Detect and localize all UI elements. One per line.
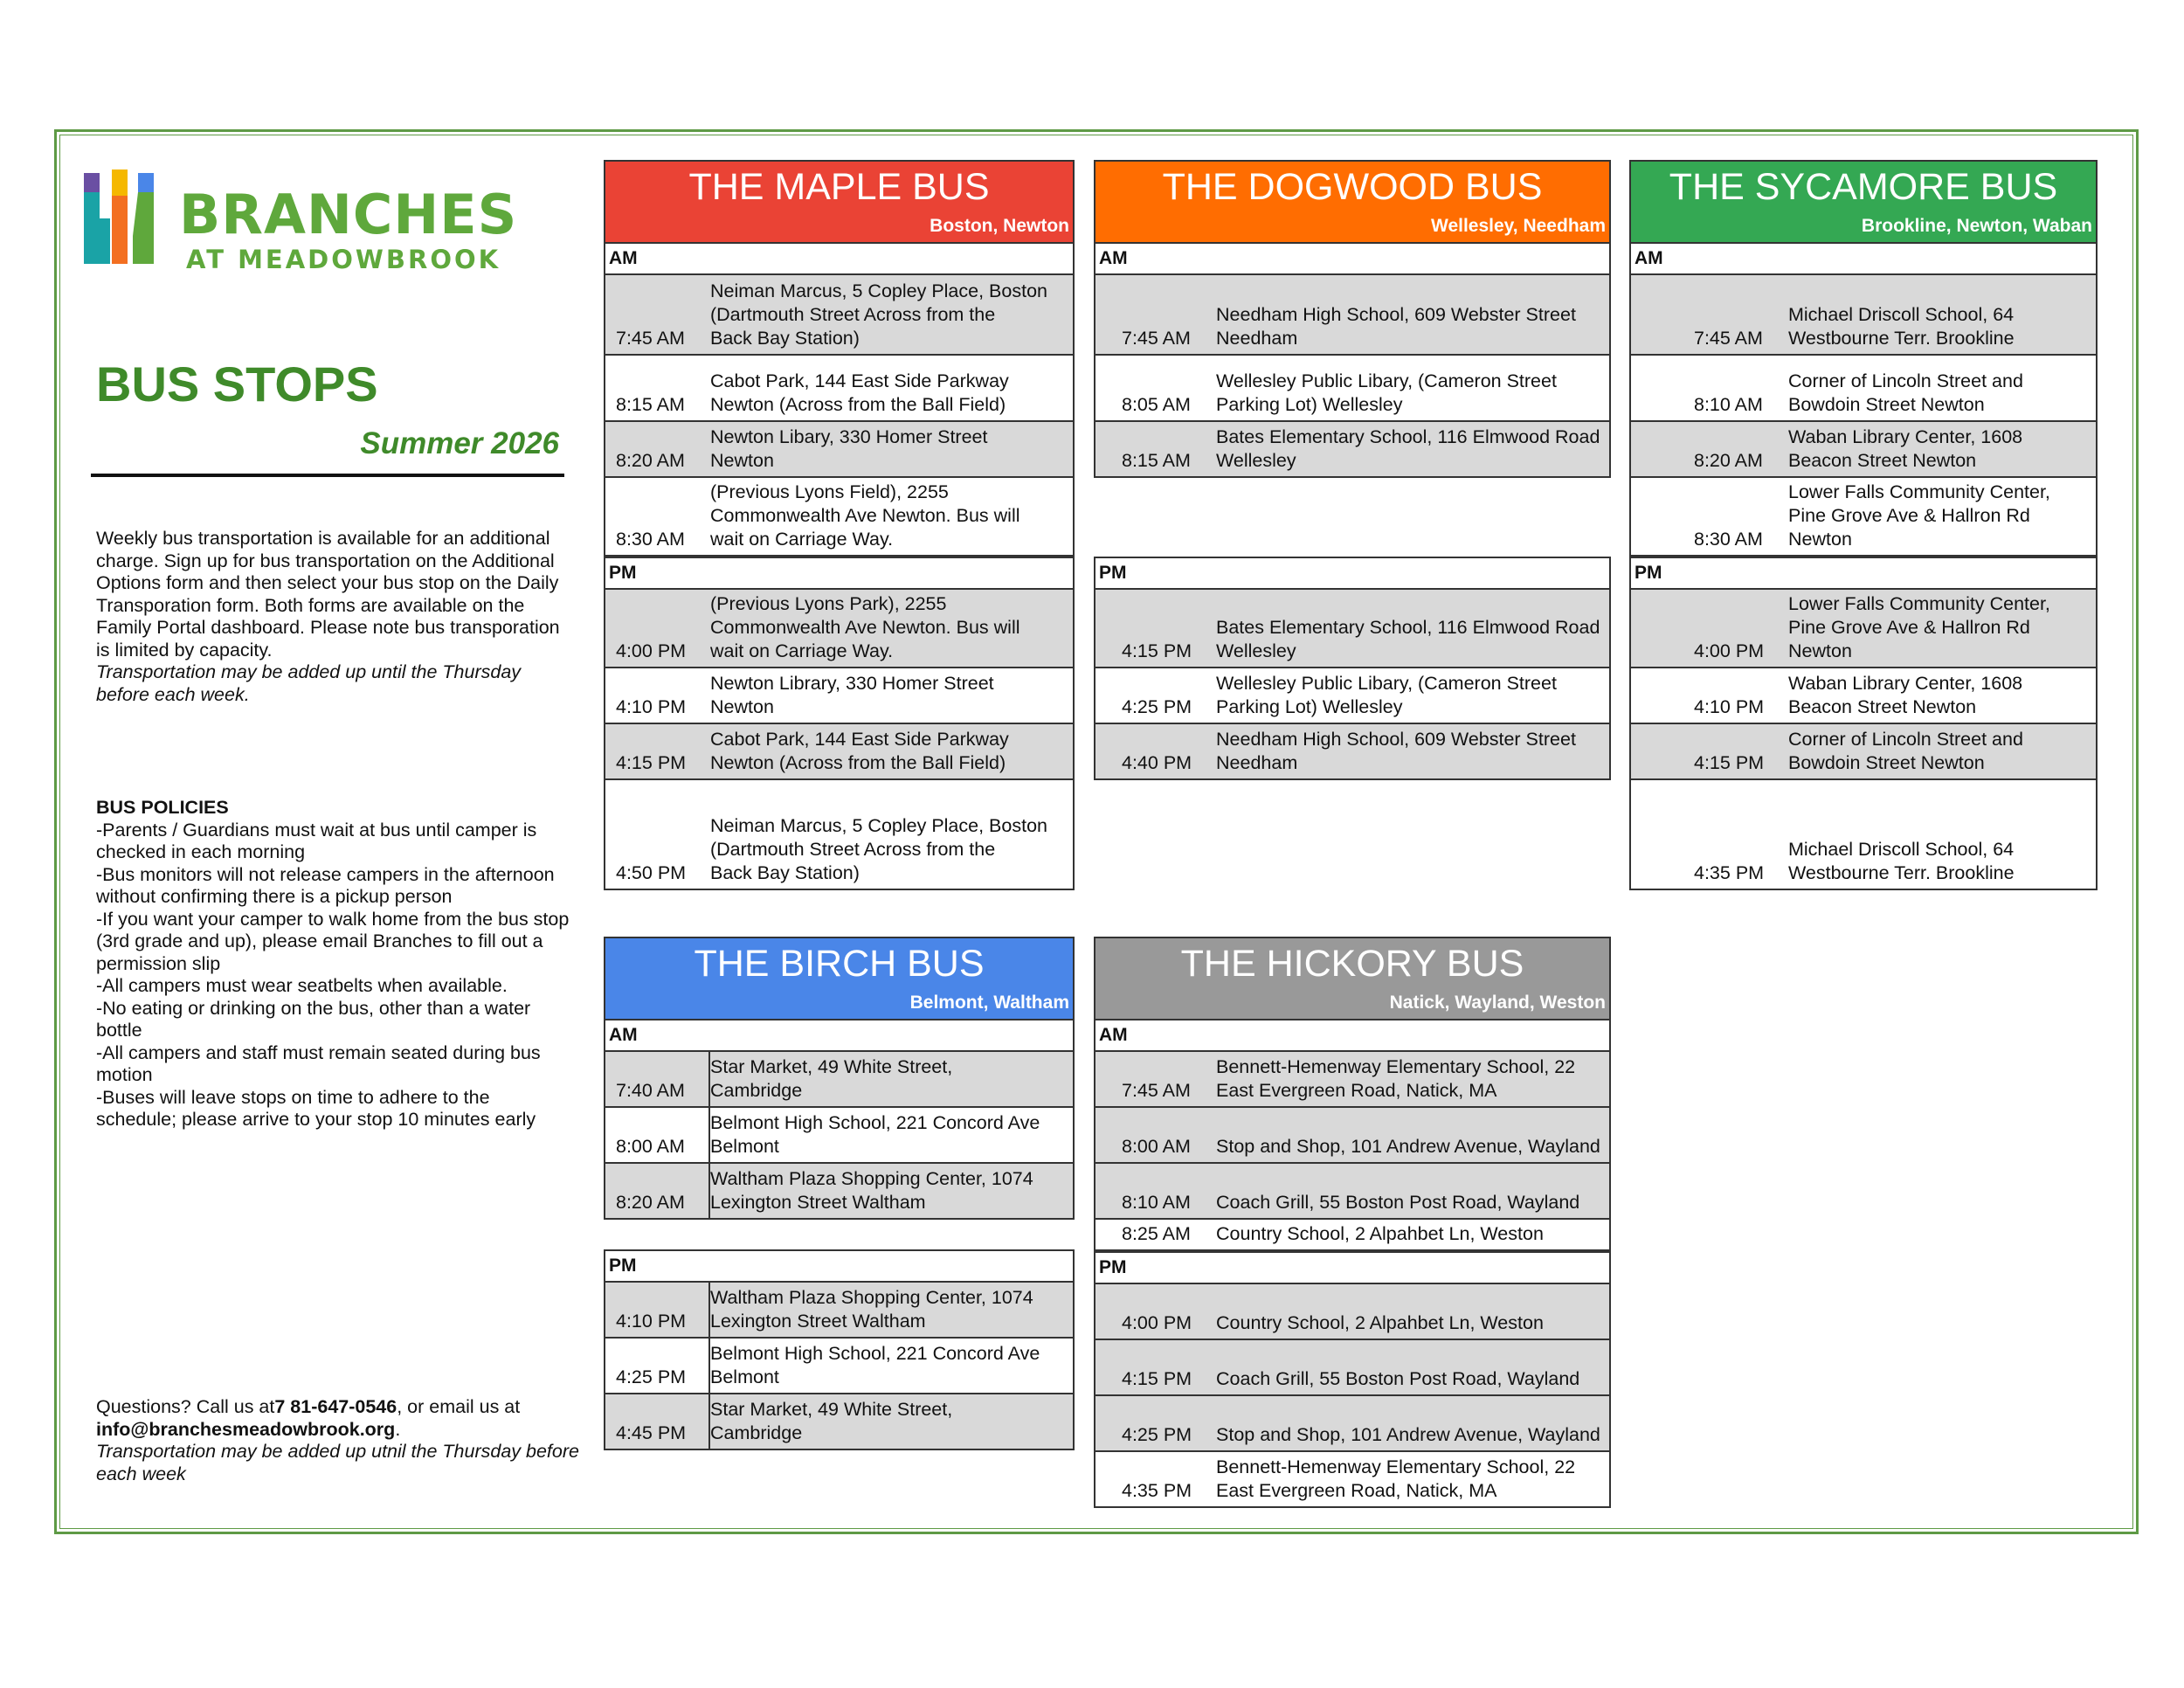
stop-time: 4:35 PM — [1694, 862, 1765, 883]
stop-time: 4:25 PM — [616, 1366, 687, 1387]
stop-location — [1216, 1222, 1544, 1246]
contact-mid: , or email us at — [397, 1396, 521, 1417]
dogwood-bus-header — [1094, 160, 1611, 242]
page-subtitle: Summer 2026 — [360, 426, 559, 460]
stop-location-line: Needham High School, 609 Webster Street — [1216, 304, 1576, 325]
stop-time: 7:40 AM — [616, 1080, 685, 1101]
stop-time: 8:20 AM — [616, 1192, 685, 1213]
bus-title: THE BIRCH BUS — [694, 943, 985, 985]
stop-row — [605, 723, 1073, 778]
dogwood-am-section — [1094, 242, 1611, 478]
stop-time: 4:15 PM — [616, 752, 687, 773]
stop-location-line: Lower Falls Community Center, — [1788, 481, 2050, 502]
stop-location — [1216, 1135, 1600, 1159]
maple-bus-header — [604, 160, 1075, 242]
stop-location-line: Bennett-Hemenway Elementary School, 22 — [1216, 1056, 1576, 1077]
stop-location-line: Westbourne Terr. Brookline — [1788, 328, 2015, 349]
stop-location — [1216, 303, 1576, 350]
stop-row — [1095, 1162, 1609, 1218]
hickory-am-section — [1094, 1019, 1611, 1251]
birch-pm-section — [604, 1249, 1075, 1450]
stop-location-line: Commonwealth Ave Newton. Bus will — [710, 617, 1020, 638]
stop-row — [1095, 667, 1609, 723]
stop-location-line: (Dartmouth Street Across from the — [710, 839, 996, 860]
stop-row — [1095, 1106, 1609, 1162]
phone-number[interactable]: 7 81-647-0546 — [274, 1396, 397, 1417]
bus-areas: Brookline, Newton, Waban — [1861, 216, 2092, 236]
section-label-am: AM — [605, 1019, 1073, 1050]
intro-body: Weekly bus transportation is available for an additional charge. Sign up for bus transportation on the Additional Options form and then select your bus stop on the Daily Transporation form. Both forms are available on the Family Portal dashboard. Please note bus transporation is limited by capacity. — [96, 528, 560, 661]
stop-row — [605, 1393, 1073, 1449]
stop-location-line: Waban Library Center, 1608 — [1788, 673, 2023, 694]
stop-row — [1095, 420, 1609, 476]
stop-location — [710, 814, 1047, 885]
stop-location — [1216, 728, 1576, 775]
logo-tagline: AT MEADOWBROOK — [186, 245, 501, 274]
stop-location-line: Star Market, 49 White Street, — [710, 1399, 953, 1420]
sycamore-pm-section — [1629, 557, 2098, 890]
stop-location — [710, 1055, 952, 1103]
stop-location-line: Newton (Across from the Ball Field) — [710, 394, 1006, 415]
stop-location-line: East Evergreen Road, Natick, MA — [1216, 1480, 1497, 1501]
birch-am-section — [604, 1019, 1075, 1220]
stop-location-line: wait on Carriage Way. — [710, 640, 894, 661]
stop-location-line: Waltham Plaza Shopping Center, 1074 — [710, 1168, 1033, 1189]
bus-title: THE HICKORY BUS — [1180, 943, 1524, 985]
stop-location-line: Needham — [1216, 328, 1298, 349]
stop-time: 8:15 AM — [616, 394, 685, 415]
sycamore-bus-header — [1629, 160, 2098, 242]
sycamore-am-section — [1629, 242, 2098, 557]
stop-location-line: Country School, 2 Alpahbet Ln, Weston — [1216, 1312, 1544, 1333]
stop-location — [1788, 728, 2023, 775]
stop-time: 4:00 PM — [616, 640, 687, 661]
stop-row — [1631, 273, 2096, 354]
stop-location-line: Wellesley — [1216, 450, 1296, 471]
stop-location-line: Needham — [1216, 752, 1298, 773]
stop-time: 7:45 AM — [1694, 328, 1763, 349]
stop-location — [1788, 672, 2022, 719]
stop-time: 4:25 PM — [1122, 1424, 1192, 1445]
stop-location-line: Newton — [710, 450, 774, 471]
stop-time: 8:30 AM — [616, 529, 685, 550]
stop-location — [710, 1286, 1033, 1333]
stop-location-line: Country School, 2 Alpahbet Ln, Weston — [1216, 1223, 1544, 1244]
stop-location-line: Pine Grove Ave & Hallron Rd — [1788, 617, 2030, 638]
stop-location-line: Newton (Across from the Ball Field) — [710, 752, 1006, 773]
stop-time: 4:00 PM — [1694, 640, 1765, 661]
stop-row — [605, 1162, 1073, 1218]
stop-location-line: Bowdoin Street Newton — [1788, 394, 1985, 415]
stop-location — [1216, 672, 1557, 719]
stop-row — [1631, 354, 2096, 420]
stop-location-line: (Previous Lyons Field), 2255 — [710, 481, 949, 502]
stop-location — [710, 592, 1020, 663]
stop-row — [1631, 420, 2096, 476]
intro-note: Transportation may be added up until the Thursday before each week. — [96, 661, 522, 705]
stop-location-line: Newton — [1788, 640, 1852, 661]
policy-item: -If you want your camper to walk home from the bus stop (3rd grade and up), please email Branches to fill out a permission slip — [96, 908, 570, 974]
stop-location-line: (Dartmouth Street Across from the — [710, 304, 996, 325]
stop-location-line: Neiman Marcus, 5 Copley Place, Boston — [710, 815, 1047, 836]
stop-location-line: Belmont High School, 221 Concord Ave — [710, 1343, 1040, 1364]
policy-item: -Buses will leave stops on time to adhere to the schedule; please arrive to your stop 10 minutes early — [96, 1086, 536, 1130]
stop-row — [605, 1106, 1073, 1162]
stop-location-line: Coach Grill, 55 Boston Post Road, Wayland — [1216, 1192, 1580, 1213]
stop-location-line: Coach Grill, 55 Boston Post Road, Wayland — [1216, 1368, 1580, 1389]
stop-location-line: wait on Carriage Way. — [710, 529, 894, 550]
stop-location-line: Back Bay Station) — [710, 328, 860, 349]
section-label-pm: PM — [1095, 1251, 1609, 1283]
stop-location-line: Belmont — [710, 1136, 779, 1157]
title-divider — [91, 474, 564, 477]
stop-location-line: Back Bay Station) — [710, 862, 860, 883]
stop-time: 8:00 AM — [1122, 1136, 1191, 1157]
stop-location — [1788, 370, 2023, 417]
stop-location-line: East Evergreen Road, Natick, MA — [1216, 1080, 1497, 1101]
stop-location — [1788, 838, 2015, 885]
birch-bus-header — [604, 937, 1075, 1019]
stop-row — [605, 476, 1073, 555]
stop-location-line: Wellesley — [1216, 640, 1296, 661]
section-label-am: AM — [1095, 1019, 1609, 1050]
bus-areas: Boston, Newton — [930, 216, 1069, 236]
stop-location-line: Bates Elementary School, 116 Elmwood Road — [1216, 426, 1600, 447]
stop-location-line: Belmont — [710, 1366, 779, 1387]
stop-time: 4:35 PM — [1122, 1480, 1192, 1501]
stop-location — [1216, 1423, 1600, 1447]
stop-row — [1095, 1283, 1609, 1339]
stop-location — [1216, 1191, 1579, 1214]
policies-heading: BUS POLICIES — [96, 797, 229, 818]
stop-location-line: Cambridge — [710, 1080, 803, 1101]
stop-location-line: Neiman Marcus, 5 Copley Place, Boston — [710, 280, 1047, 301]
stop-location-line: Newton Libary, 330 Homer Street — [710, 426, 988, 447]
stop-location-line: Lexington Street Waltham — [710, 1311, 926, 1332]
stop-row — [1095, 1394, 1609, 1450]
stop-location — [710, 1342, 1040, 1389]
stop-location — [710, 1111, 1040, 1159]
stop-location-line: Michael Driscoll School, 64 — [1788, 839, 2015, 860]
stop-time: 8:00 AM — [616, 1136, 685, 1157]
stop-row — [1095, 354, 1609, 420]
section-label-pm: PM — [1631, 557, 2096, 588]
stop-location-line: Bates Elementary School, 116 Elmwood Road — [1216, 617, 1600, 638]
stop-location — [710, 1398, 952, 1445]
hickory-bus-header — [1094, 937, 1611, 1019]
page-title: BUS STOPS — [96, 356, 378, 412]
contact-info — [96, 1396, 585, 1485]
stop-time: 4:10 PM — [616, 1311, 687, 1332]
stop-time: 8:30 AM — [1694, 529, 1763, 550]
stop-row — [1631, 778, 2096, 889]
branches-logo — [80, 166, 535, 288]
stop-location — [710, 370, 1009, 417]
stop-location-line: Newton — [1788, 529, 1852, 550]
stop-time: 8:20 AM — [616, 450, 685, 471]
intro-text — [96, 528, 572, 706]
bus-policies — [96, 797, 572, 1131]
stop-location — [1216, 1311, 1544, 1335]
stop-location-line: Waltham Plaza Shopping Center, 1074 — [710, 1287, 1033, 1308]
birch-bus-schedule — [604, 937, 1075, 1450]
stop-time: 8:10 AM — [1694, 394, 1763, 415]
stop-location-line: Corner of Lincoln Street and — [1788, 729, 2023, 750]
section-label-am: AM — [605, 242, 1073, 273]
logo-wordmark: BRANCHES — [179, 183, 518, 246]
stop-location-line: Westbourne Terr. Brookline — [1788, 862, 2015, 883]
stop-location — [1216, 370, 1557, 417]
stop-row — [605, 588, 1073, 667]
stop-time: 4:15 PM — [1122, 1368, 1192, 1389]
stop-row — [605, 1281, 1073, 1337]
stop-location — [710, 672, 994, 719]
stop-location-line: Belmont High School, 221 Concord Ave — [710, 1112, 1040, 1133]
stop-location — [710, 728, 1009, 775]
stop-location-line: Beacon Street Newton — [1788, 450, 1977, 471]
stop-location-line: Corner of Lincoln Street and — [1788, 370, 2023, 391]
section-label-pm: PM — [605, 1249, 1073, 1281]
stop-time: 4:10 PM — [616, 696, 687, 717]
stop-row — [1095, 588, 1609, 667]
stop-location — [1788, 303, 2015, 350]
stop-row — [605, 1050, 1073, 1106]
stop-location-line: Stop and Shop, 101 Andrew Avenue, Wayland — [1216, 1136, 1600, 1157]
sycamore-bus-schedule — [1629, 160, 2098, 890]
stop-location-line: Parking Lot) Wellesley — [1216, 394, 1403, 415]
stop-time: 4:45 PM — [616, 1422, 687, 1443]
stop-row — [605, 778, 1073, 889]
stop-location-line: Wellesley Public Libary, (Cameron Street — [1216, 370, 1557, 391]
stop-time: 4:15 PM — [1694, 752, 1765, 773]
stop-location — [710, 481, 1020, 551]
stop-location-line: Parking Lot) Wellesley — [1216, 696, 1403, 717]
stop-row — [1095, 1218, 1609, 1249]
dogwood-pm-section — [1094, 557, 1611, 780]
bus-areas: Wellesley, Needham — [1431, 216, 1606, 236]
stop-location — [1216, 425, 1600, 473]
stop-time: 8:05 AM — [1122, 394, 1191, 415]
section-label-am: AM — [1095, 242, 1609, 273]
stop-location-line: Star Market, 49 White Street, — [710, 1056, 953, 1077]
stop-location-line: Commonwealth Ave Newton. Bus will — [710, 505, 1020, 526]
stop-location-line: Beacon Street Newton — [1788, 696, 1977, 717]
bus-areas: Natick, Wayland, Weston — [1389, 993, 1606, 1013]
maple-pm-section — [604, 557, 1075, 890]
stop-location — [1216, 1055, 1575, 1103]
policy-item: -All campers must wear seatbelts when available. — [96, 975, 508, 996]
stop-row — [605, 1337, 1073, 1393]
stop-row — [1095, 273, 1609, 354]
section-label-am: AM — [1631, 242, 2096, 273]
stop-row — [1095, 1450, 1609, 1506]
stop-row — [1631, 667, 2096, 723]
stop-location — [1788, 481, 2050, 551]
stop-location-line: Bowdoin Street Newton — [1788, 752, 1985, 773]
stop-location-line: Lexington Street Waltham — [710, 1192, 926, 1213]
stop-time: 4:40 PM — [1122, 752, 1192, 773]
bus-title: THE SYCAMORE BUS — [1669, 166, 2058, 208]
stop-location-line: Cambridge — [710, 1422, 803, 1443]
bus-title: THE MAPLE BUS — [688, 166, 990, 208]
stop-location-line: Bennett-Hemenway Elementary School, 22 — [1216, 1456, 1576, 1477]
policy-item: -Parents / Guardians must wait at bus until camper is checked in each morning — [96, 819, 537, 862]
stop-location-line: (Previous Lyons Park), 2255 — [710, 593, 947, 614]
policy-item: -No eating or drinking on the bus, other than a water bottle — [96, 997, 531, 1041]
stop-row — [605, 667, 1073, 723]
stop-location-line: Wellesley Public Libary, (Cameron Street — [1216, 673, 1557, 694]
hickory-bus-schedule — [1094, 937, 1611, 1508]
dogwood-bus-schedule — [1094, 160, 1611, 780]
stop-location-line: Newton Library, 330 Homer Street — [710, 673, 994, 694]
stop-time: 7:45 AM — [1122, 1080, 1191, 1101]
stop-location — [1788, 425, 2022, 473]
stop-location-line: Michael Driscoll School, 64 — [1788, 304, 2015, 325]
stop-time: 4:25 PM — [1122, 696, 1192, 717]
stop-location-line: Lower Falls Community Center, — [1788, 593, 2050, 614]
stop-row — [605, 354, 1073, 420]
stop-row — [1631, 588, 2096, 667]
section-label-pm: PM — [605, 557, 1073, 588]
hickory-pm-section — [1094, 1251, 1611, 1508]
stop-location-line: Stop and Shop, 101 Andrew Avenue, Wayland — [1216, 1424, 1600, 1445]
stop-time: 4:00 PM — [1122, 1312, 1192, 1333]
stop-row — [1095, 1339, 1609, 1394]
contact-end: . — [395, 1418, 401, 1440]
stop-row — [1631, 723, 2096, 778]
contact-lead: Questions? Call us at — [96, 1396, 275, 1417]
policy-item: -Bus monitors will not release campers in the afternoon without confirming there is a pickup person — [96, 863, 555, 907]
maple-bus-schedule — [604, 160, 1075, 890]
stop-location — [1216, 1456, 1575, 1503]
stop-time: 7:45 AM — [1122, 328, 1191, 349]
stop-location — [710, 425, 987, 473]
stop-location — [710, 1167, 1033, 1214]
bus-areas: Belmont, Waltham — [909, 993, 1069, 1013]
stop-location-line: Newton — [710, 696, 774, 717]
stop-location-line: Needham High School, 609 Webster Street — [1216, 729, 1576, 750]
stop-location-line: Waban Library Center, 1608 — [1788, 426, 2023, 447]
bus-title: THE DOGWOOD BUS — [1162, 166, 1543, 208]
stop-row — [1095, 1050, 1609, 1106]
stop-location — [710, 280, 1047, 350]
policy-item: -All campers and staff must remain seated during bus motion — [96, 1041, 541, 1085]
logo-mark-icon — [80, 166, 176, 280]
stop-location-line: Cabot Park, 144 East Side Parkway — [710, 370, 1009, 391]
stop-row — [605, 420, 1073, 476]
stop-row — [1095, 723, 1609, 778]
stop-time: 4:10 PM — [1694, 696, 1765, 717]
stop-location-line: Pine Grove Ave & Hallron Rd — [1788, 505, 2030, 526]
stop-time: 8:20 AM — [1694, 450, 1763, 471]
stop-time: 8:25 AM — [1122, 1223, 1191, 1244]
stop-time: 8:15 AM — [1122, 450, 1191, 471]
maple-am-section — [604, 242, 1075, 557]
stop-time: 8:10 AM — [1122, 1192, 1191, 1213]
stop-location-line: Cabot Park, 144 East Side Parkway — [710, 729, 1009, 750]
email-link[interactable]: info@branchesmeadowbrook.org — [96, 1418, 396, 1440]
stop-location — [1216, 1367, 1579, 1391]
stop-time: 4:50 PM — [616, 862, 687, 883]
section-label-pm: PM — [1095, 557, 1609, 588]
stop-row — [605, 273, 1073, 354]
contact-note: Transportation may be added up utnil the Thursday before each week — [96, 1441, 579, 1484]
stop-location — [1788, 592, 2050, 663]
stop-time: 7:45 AM — [616, 328, 685, 349]
stop-location — [1216, 616, 1600, 663]
stop-row — [1631, 476, 2096, 555]
stop-time: 4:15 PM — [1122, 640, 1192, 661]
